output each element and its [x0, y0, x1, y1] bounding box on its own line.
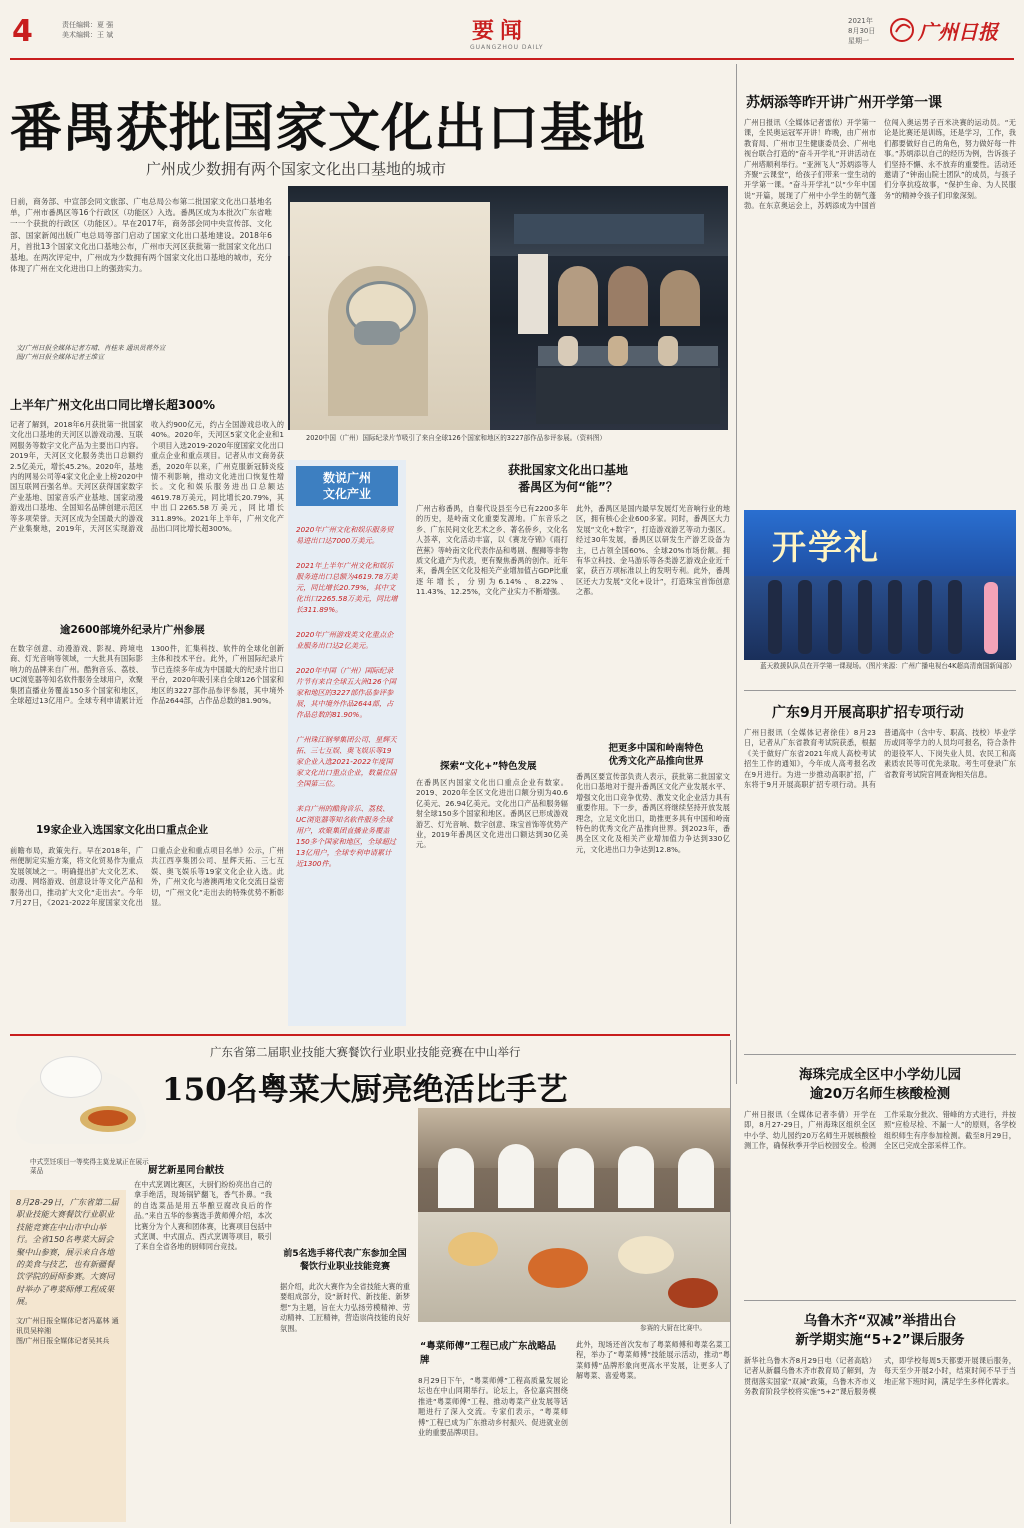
- analysis-col2: 此外，番禺区是国内最早发展灯光音响行业的地区，拥有核心企业600多家。同时，番禺区大力发展“文化+数字”，打造游戏游艺等动力强区。经过30年发展，番禺区以研发生产游艺设备为主，已占领全国60%、全球20%市场份额。拥有华立科技、金马游乐等各类游艺游戏企业近千家，获百万项标准以上的发明专利。此外，番禺区还大力发展“文化+设计”，打造珠宝首饰创意之都。: [576, 504, 730, 597]
- culinary-sub1: 厨艺新星同台献技: [148, 1165, 225, 1176]
- culinary-sub2: 前5名选手将代表广东参加全国餐饮行业职业技能竞赛: [283, 1249, 407, 1272]
- right-bottom-title: 乌鲁木齐“双减”举措出台 新学期实施“5+2”课后服务: [795, 1313, 965, 1348]
- documentary-festival-photo: [288, 186, 728, 430]
- chef-photo: [10, 1050, 150, 1150]
- right-mid-title: 广东9月开展高职扩招专项行动: [772, 705, 964, 721]
- banner-text: 开学礼: [772, 528, 880, 568]
- date-day: 8月30日: [848, 27, 876, 35]
- data-box-item-6: 来自广州的酷狗音乐、荔枝、UC浏览器等知名软件服务全球用户，欢聚集团直播业务覆盖150多个国家和地区，全球超过13亿用户，全球专利申请累计近1300件。: [296, 804, 396, 868]
- competition-photo-caption: 参赛的大厨在比赛中。: [640, 1324, 706, 1332]
- data-box-item-3: 2020年广州游戏类文化重点企业服务出口达2亿美元。: [296, 630, 394, 650]
- right-hz-title: 海珠完成全区中小学幼儿园 逾20万名师生核酸检测: [799, 1067, 961, 1102]
- culinary-body4: 此外，现场还首次发布了粤菜师傅和粤菜名菜工程，举办了“粤菜师傅”技能展示活动，推动“粤菜师傅”品牌形象向更高水平发展，让更多人了解粤菜、喜爱粤菜。: [576, 1340, 730, 1381]
- section-docu-title: 逾2600部境外纪录片广州参展: [60, 624, 205, 636]
- data-box-item-4: 2020年中国（广州）国际纪录片节有来自全球五大洲126个国家和地区的3227部作品参评参展，其中境外作品2644部，占作品总数的81.90%。: [296, 666, 396, 719]
- section-docu-body: 在数字创意、动漫游戏、影视、跨境电商、灯光音响等领域，一大批具有国际影响力的品牌来自广州。酷狗音乐、荔枝、UC浏览器等知名软件服务全球用户，欢聚集团直播业务覆盖150多个国家和地区，全球超过13亿用户。全球专利申请累计近1300件，汇集科技、软件的全球化创新主体和技术平台。此外，广州国际纪录片节已连续多年成为中国最大的纪录片出口平台，2020年吸引来自全球126个国家和地区的3227部作品参评参展，其中境外作品2644部，占作品总数的81.90%。: [10, 644, 284, 706]
- data-box-item-1: 2020年广州文化和娱乐服务贸易进出口达7000万美元。: [296, 525, 394, 545]
- page-number: 4: [12, 14, 33, 49]
- right-mid-body: 广州日报讯（全媒体记者徐佳）8月23日，记者从广东省教育考试院获悉，根据《关于做好广东省2021年成人高校考试招生工作的通知》，今年成人高考报名改在9月进行。为进一步推动高职扩招，广东将于9月开展高职扩招专项行动。具有普通高中（含中专、职高、技校）毕业学历或同等学力的人员均可报名，符合条件的退役军人、下岗失业人员、农民工和高素质农民等可优先录取。考生可登录广东省教育考试院官网查询相关信息。: [744, 728, 1016, 790]
- culinary-body2: 据介绍，此次大赛作为全省技能大赛的重要组成部分，设“新时代、新技能、新梦想”为主题，旨在大力弘扬劳模精神、劳动精神、工匠精神，营造崇尚技能的良好氛围。: [280, 1282, 410, 1333]
- right-top-title: 苏炳添等昨开讲广州开学第一课: [746, 95, 942, 111]
- chef-photo-caption: 中式烹饪项目一等奖得主莫龙斌正在展示菜品: [30, 1158, 149, 1175]
- culinary-lead: 8月28-29日，广东省第二届职业技能大赛餐饮行业职业技能竞赛在中山市中山举行。全省150名粤菜大厨会聚中山参赛，展示来自各地的美食与技艺，也有新疆餐饮学院的厨师参赛。大赛同时举办了粤菜师傅工程成果展。: [16, 1197, 119, 1307]
- editor-credit-1: 责任编辑：夏 强: [62, 21, 114, 29]
- culinary-byline: 文/广州日报全媒体记者冯嘉林 通讯员吴梓湘 图/广州日报全媒体记者吴其兵: [16, 1316, 119, 1345]
- analysis-col1-subhead: 探索“文化+”特色发展: [440, 761, 537, 772]
- competition-photo: [418, 1108, 730, 1322]
- right-bottom-body: 新华社乌鲁木齐8月29日电（记者高晗）记者从新疆乌鲁木齐市教育局了解到，为贯彻落实国家“双减”政策，乌鲁木齐市义务教育阶段学校将实施“5+2”课后服务模式，即学校每周5天都要开展课后服务，每天至少开展2小时，结束时间不早于当地正常下班时间，满足学生多样化需求。: [744, 1356, 1016, 1397]
- data-box: [288, 460, 406, 1026]
- analysis-col1: 广州古称番禺，自秦代设县至今已有2200多年的历史，是岭南文化重要发源地。广东音乐之乡、广东民间文化艺术之乡、著名侨乡，文化名人荟萃，文化活动丰富，以《赛龙夺锦》《雨打芭蕉》等岭南文化代表作品和粤剧、醒狮等非物质文化遗产为代表，更有聚焦番禺的创作。近年来，番禺全区文化及相关产业增加值占GDP比重逐年增长，分别为6.14%、8.22%、11.43%、12.25%，文化产业实力不断增强。: [416, 504, 568, 597]
- culinary-sub3: “粤菜师傅”工程已成广东战略品牌: [420, 1341, 556, 1366]
- documentary-photo-caption: 2020中国（广州）国际纪录片节吸引了来自全球126个国家和地区的3227部作品参评参展。（资料图）: [306, 434, 607, 442]
- masthead-logo: [888, 14, 1016, 44]
- culinary-headline: 150名粤菜大厨亮绝活比手艺: [162, 1072, 568, 1108]
- analysis-title: 获批国家文化出口基地 番禺区为何“能”？: [507, 463, 628, 494]
- analysis-col1b: 在番禺区内国家文化出口重点企业有数家。2019、2020年全区文化进出口额分别为40.6亿美元、26.94亿美元。文化出口产品和服务辐射全球150多个国家和地区。番禺区已形成游戏游艺、灯光音响、数字创意、珠宝首饰等优势产业，2019年番禺区文化进出口额达到30亿美元。: [416, 778, 568, 850]
- section-19-title: 19家企业入选国家文化出口重点企业: [36, 824, 209, 836]
- culinary-lead-box: [10, 1190, 126, 1522]
- section-19-body: 前瞻布局，政策先行。早在2018年，广州便制定实施方案，将文化贸易作为重点发展领域之一。明确提出扩大文化艺术、动漫、网络游戏、创意设计等文化产品和服务出口，推动扩大文化“走出去”。今年7月27日，《2021-2022年度国家文化出口重点企业和重点项目名单》公示，广州共江西享集团公司、星辉天拓、三七互娱、奥飞娱乐等19家文化企业入选。此外，广州文化与港澳两地文化交流日益密切，“广州文化”走出去的特殊优势不断彰显。: [10, 846, 284, 908]
- opening-ceremony-photo: [744, 510, 1016, 660]
- editor-credit-2: 美术编辑：王 斌: [62, 31, 114, 39]
- culinary-body3: 8月29日下午，“粤菜师傅”工程高质量发展论坛也在中山同期举行。论坛上，各位嘉宾围绕推进“粤菜师傅”工程、推动粤菜产业发展等话题进行了深入交流。专家们表示，“粤菜师傅”工程已成为广东推动乡村振兴、促进就业创业的重要品牌项目。: [418, 1376, 568, 1438]
- culinary-kicker: 广东省第二届职业技能大赛餐饮行业职业技能竞赛在中山举行: [210, 1045, 521, 1059]
- analysis-col2-subhead: 把更多中国和岭南特色 优秀文化产品推向世界: [608, 743, 704, 767]
- culinary-quote: [280, 1162, 410, 1242]
- opening-photo-caption: 蓝天救援队队员在开学第一课现场。（图片来源：广州广播电视台4K超高清南国新闻部）: [760, 662, 1016, 670]
- section-title: 要闻: [472, 19, 529, 44]
- culinary-body1: 在中式烹调比赛区，大厨们纷纷亮出自己的拿手绝活，现场锅铲翻飞，香气扑鼻。“我的自选菜品是用五华酿豆腐改良后的作品。”来自五华的参赛选手黄师傅介绍，本次比赛分为个人赛和团体赛，比赛项目包括中式烹调、中式面点、西式烹调等项目，吸引了来自全省各地的厨师同台竞技。: [134, 1180, 272, 1252]
- data-box-title: 数说广州 文化产业: [296, 466, 398, 506]
- lead-subhead: 广州成少数拥有两个国家文化出口基地的城市: [146, 160, 447, 178]
- section-subtitle: GUANGZHOU DAILY: [470, 44, 544, 51]
- date-year: 2021年: [848, 17, 873, 25]
- masthead-title: 广州日报: [918, 20, 998, 44]
- analysis-col2b: 番禺区要宣传部负责人表示，获批第二批国家文化出口基地对于提升番禺区文化产业发展水平、增强文化出口竞争优势、激发文化企业活力具有重要作用。下一步，番禺区将继续坚持开放发展理念，立足文化出口，助推更多具有中国和岭南特色的优秀文化产品推向世界。到2023年，番禺全区文化及相关产业增加值力争达到330亿元，文化进出口力争达到12.8%。: [576, 772, 730, 854]
- right-hz-body: 广州日报讯（全媒体记者李倩）开学在即，8月27-29日，广州海珠区组织全区中小学、幼儿园约20万名师生开展核酸检测工作，确保秋季开学后校园安全。检测工作采取分批次、错峰的方式进行，并按照“应检尽检、不漏一人”的原则，各学校组织师生有序参加检测。截至8月29日，全区已完成全部采样工作。: [744, 1110, 1016, 1151]
- date-weekday: 星期一: [848, 37, 869, 45]
- lead-intro: 日前，商务部、中宣部会同文旅部、广电总局公布第二批国家文化出口基地名单，广州市番禺区等16个行政区（功能区）入选。番禺区成为本批次广东省唯一一个获批的行政区（功能区）。早在2017年，商务部会同中央宣传部、文化部、国家新闻出版广电总局等部门启动了国家文化出口基地建设。2018年6月，首批13个国家文化出口基地公布，广州市天河区获批第一批国家文化出口基地。在两次评定中，广州成为少数拥有两个国家文化出口基地的城市，充分体现了广州在文化进出口上的强劲实力。: [10, 197, 272, 274]
- section-growth-body: 记者了解到，2018年6月获批第一批国家文化出口基地的天河区以游戏动漫、互联网服务等数字文化产品为主要出口内容。2019年，天河区文化服务类出口总额约2.5亿美元，增长45.2%。2020年，基地内的网易公司等4家文化企业上榜2020中国互联网百强名单。天河区获得国家数字产业基地、国家音乐产业基地、国家动漫游戏出口基地、全国知名品牌创建示范区等多项荣誉。天河区成为全国最大的游戏产业集聚地，2019年，天河区实现游戏收入约900亿元，约占全国游戏总收入的40%。2020年，天河区5家文化企业和1个项目入选2019-2020年度国家文化出口重点企业和重点项目。记者从市文商务获悉，2020年以来，广州克服新冠肺炎疫情不利影响，推动文化进出口恢复性增长。文化和娱乐服务进出口总额达4619.78万美元，同比增长20.79%，其中出口2265.58万美元，同比增长311.89%。2021年上半年，广州文化产品出口同比增长超300%。: [10, 420, 284, 534]
- lead-headline: 番禺获批国家文化出口基地: [10, 99, 647, 159]
- lead-byline: 文/广州日报全媒体记者方晴、肖桂来 通讯员蒋外宣 图/广州日报全媒体记者王维宣: [16, 344, 166, 361]
- section-growth-title: 上半年广州文化出口同比增长超300%: [10, 398, 216, 412]
- data-box-item-2: 2021年上半年广州文化和娱乐服务进出口总额为4619.78万美元，同比增长20.79%，其中文化出口2265.58万美元，同比增长311.89%。: [296, 561, 398, 614]
- data-box-item-5: 广州珠江钢琴集团公司、星辉天拓、三七互娱、奥飞娱乐等19家企业入选2021-2022年度国家文化出口重点企业，数量位居全国第三位。: [296, 735, 397, 788]
- right-top-body: 广州日报讯（全媒体记者雷依）开学第一课，全民奥运冠军开讲！昨晚，由广州市教育局、广州市卫生健康委员会、广州电视台联合打造的“奋斗开学礼”开讲活动在广州塔顺利举行。“亚洲飞人”苏炳添等人齐聚“云课堂”，给孩子们带来一堂生动的开学第一课。“奋斗开学礼”以“少年中国说”开篇，展现了广州中小学生的朝气蓬勃。在东京奥运会上，苏炳添成为中国首位闯入奥运男子百米决赛的运动员。“无论是比赛还是训练，还是学习，工作，我们都要做好自己的角色，努力做好每一件事。”苏炳添以自己的经历为例，告诉孩子们坚持不懈、永不放弃的重要性。活动还邀请了“钟南山院士团队”的成员，与孩子们分享抗疫故事，“保护生命、为人民服务”的精神令孩子们印象深刻。: [744, 118, 1016, 211]
- masthead-emblem-icon: [888, 16, 918, 46]
